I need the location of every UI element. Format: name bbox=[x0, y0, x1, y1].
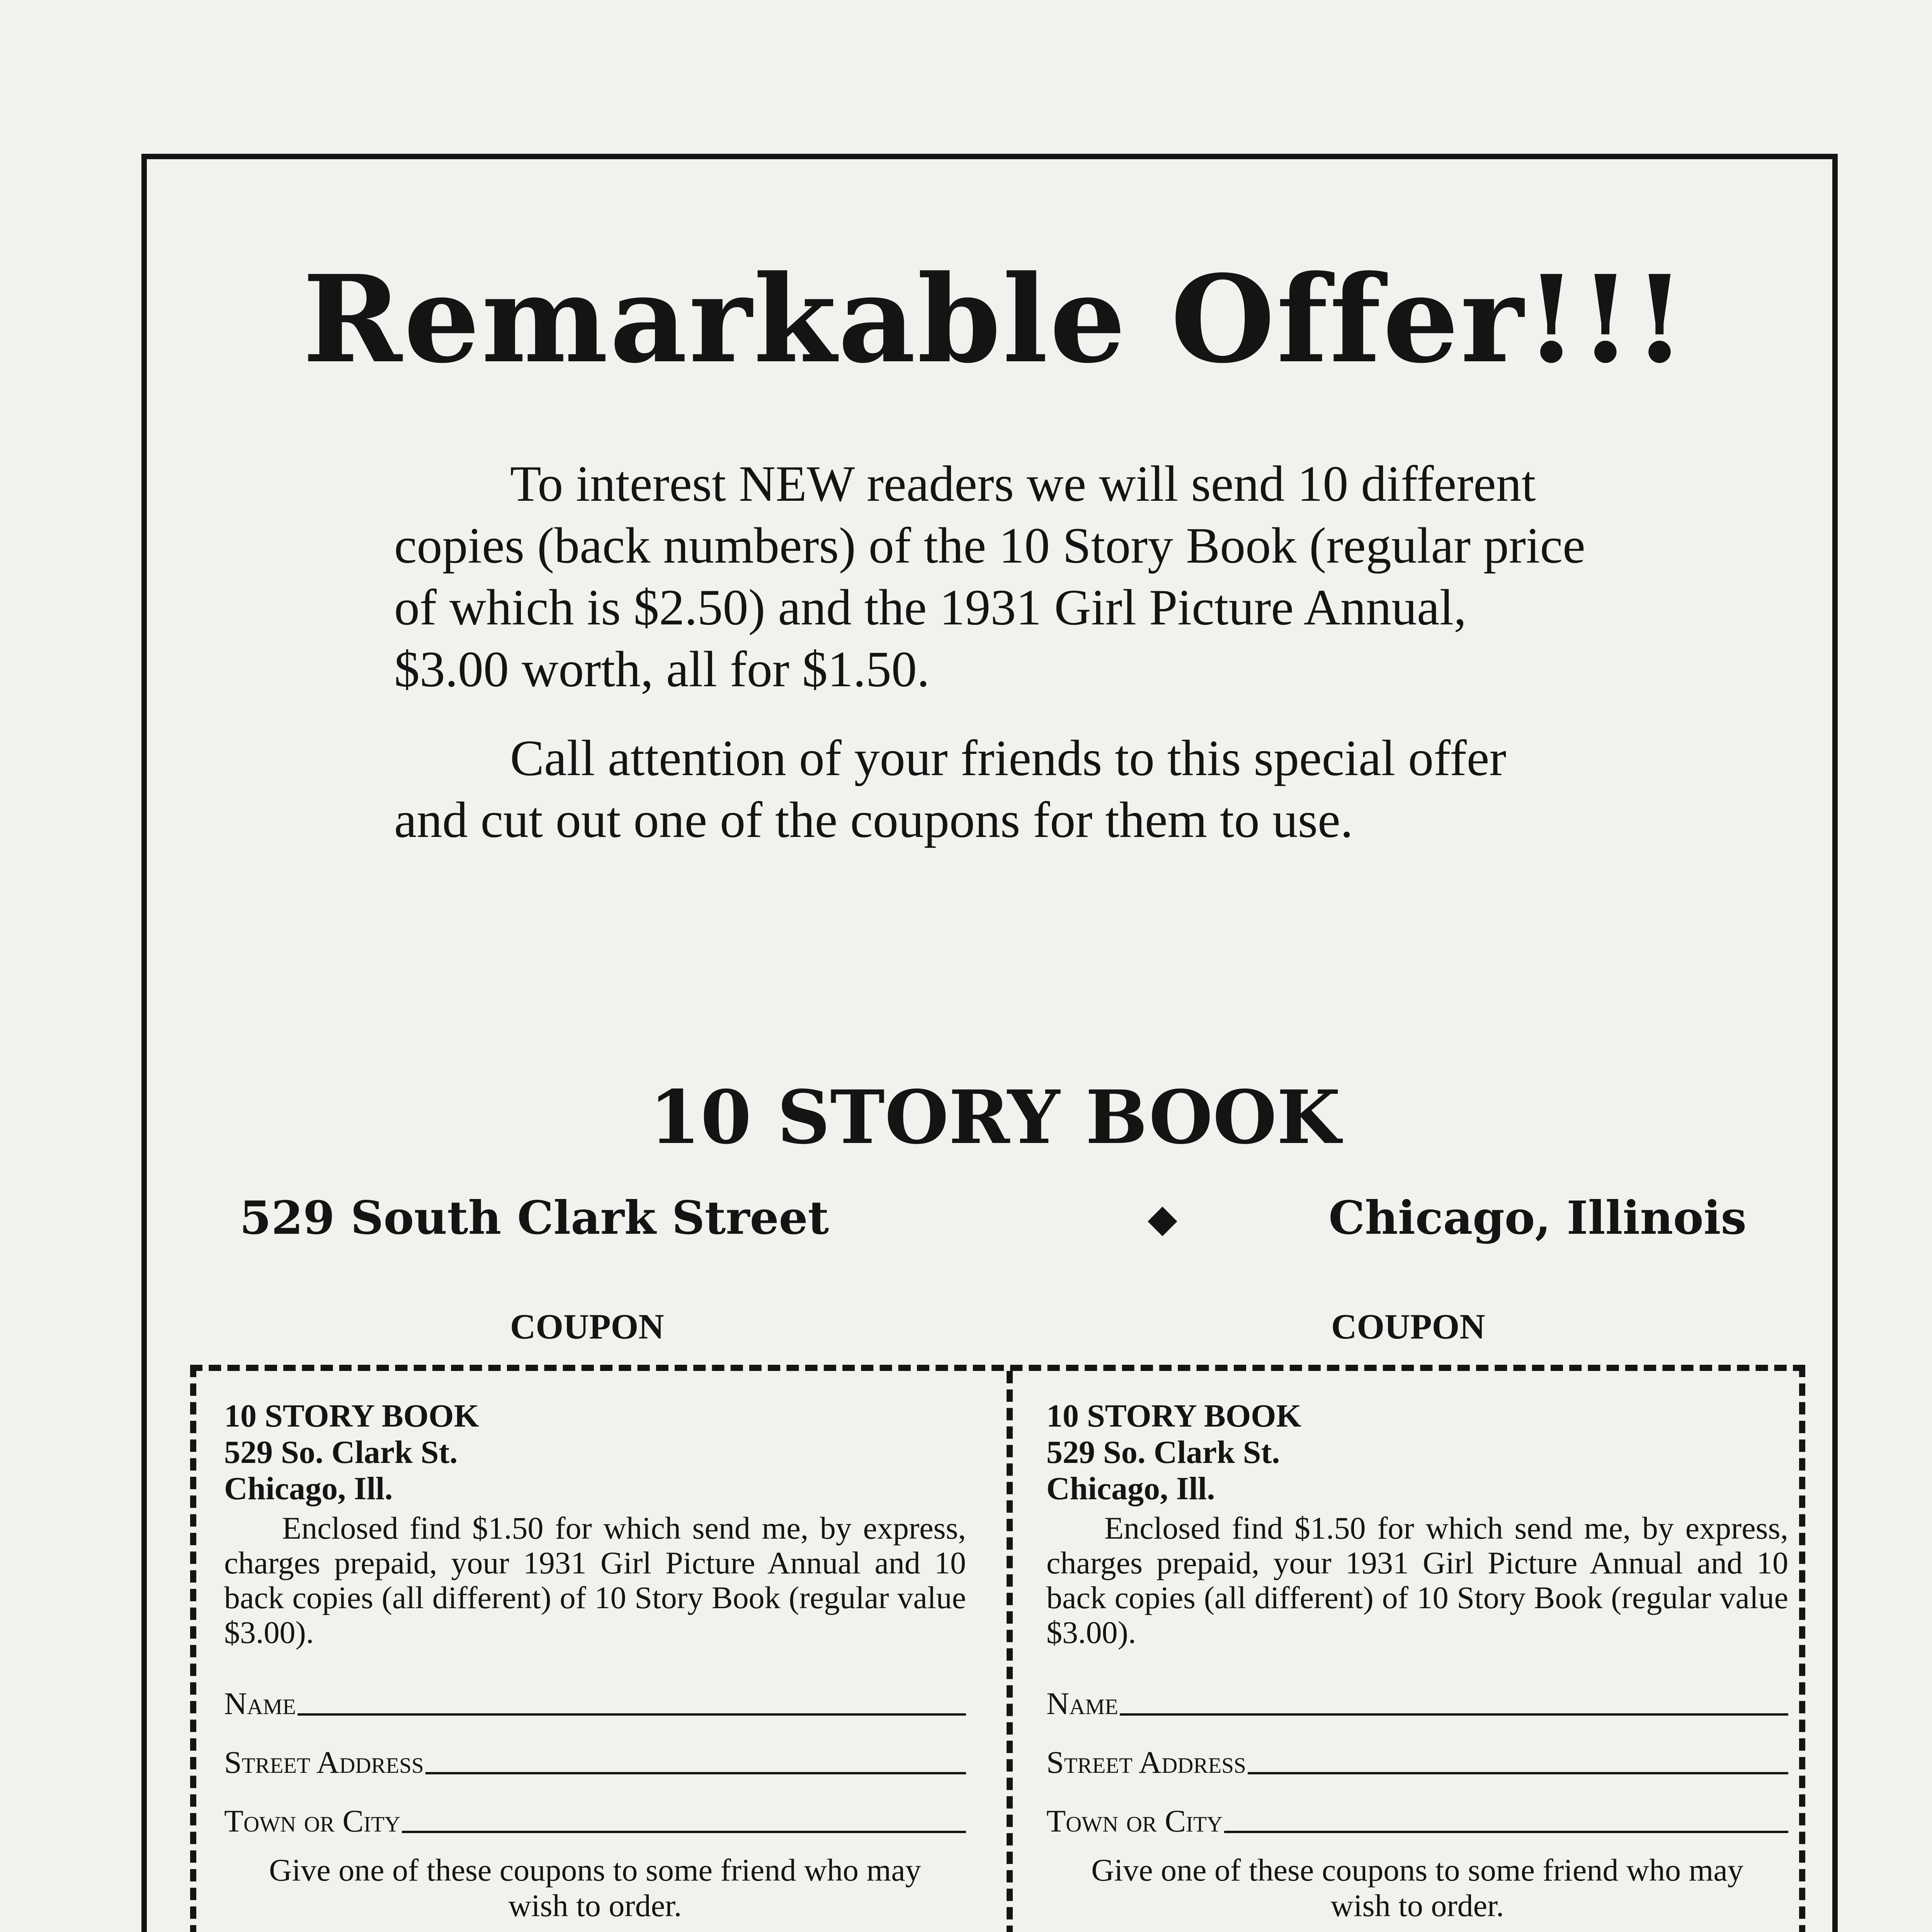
name-field-label: Name bbox=[1046, 1686, 1118, 1721]
street-address-field-label: Street Address bbox=[1046, 1745, 1246, 1780]
name-field[interactable] bbox=[224, 1681, 966, 1719]
diamond-separator-icon: ◆ bbox=[1148, 1195, 1177, 1241]
intro-text bbox=[394, 453, 1592, 878]
name-field-line[interactable] bbox=[1120, 1713, 1788, 1716]
town-field[interactable] bbox=[224, 1798, 966, 1837]
cut-line-vertical bbox=[1007, 1371, 1013, 1932]
street-address-field-label: Street Address bbox=[224, 1745, 424, 1780]
name-field-label: Name bbox=[224, 1686, 296, 1721]
coupon-city: Chicago, Ill. bbox=[224, 1471, 393, 1507]
coupon-label-left: COUPON bbox=[510, 1307, 664, 1346]
coupon-footer: Give one of these coupons to some friend who may wish to order. bbox=[269, 1852, 921, 1923]
coupon-1 bbox=[224, 1398, 966, 1932]
intro-paragraph: To interest NEW readers we will send 10 different copies (back numbers) of the 10 Story Book (regular price of which is $2.50) and the 1931 Girl Picture Annual, $3.00 worth, all for $1.50. bbox=[394, 455, 1585, 697]
coupon-grid bbox=[190, 1365, 1805, 1932]
publisher-name: 10 STORY BOOK bbox=[649, 1074, 1341, 1160]
street-address-field-line[interactable] bbox=[1248, 1772, 1788, 1774]
coupon-publisher: 10 STORY BOOK bbox=[224, 1398, 479, 1434]
coupon-publisher: 10 STORY BOOK bbox=[1046, 1398, 1301, 1434]
publisher-address bbox=[240, 1187, 1747, 1249]
publisher-city: Chicago, Illinois bbox=[1328, 1191, 1747, 1245]
street-address-field-line[interactable] bbox=[425, 1772, 966, 1774]
coupon-2 bbox=[1046, 1398, 1788, 1932]
coupon-footer: Give one of these coupons to some friend who may wish to order. bbox=[1091, 1852, 1743, 1923]
town-field-label: Town or City bbox=[224, 1803, 401, 1838]
coupon-label-right: COUPON bbox=[1331, 1307, 1485, 1346]
ad-frame bbox=[141, 154, 1838, 1932]
coupon-city: Chicago, Ill. bbox=[1046, 1471, 1215, 1507]
coupon-street: 529 So. Clark St. bbox=[1046, 1434, 1280, 1470]
name-field[interactable] bbox=[1046, 1681, 1788, 1719]
intro-paragraph: Call attention of your friends to this special offer and cut out one of the coupons for them to use. bbox=[394, 730, 1507, 848]
name-field-line[interactable] bbox=[298, 1713, 966, 1716]
coupon-body: Enclosed find $1.50 for which send me, by express, charges prepaid, your 1931 Girl Picture Annual and 10 back copies (all different) of 10 Story Book (regular value $3.00). bbox=[1046, 1510, 1788, 1650]
coupon-street: 529 So. Clark St. bbox=[224, 1434, 458, 1470]
town-field-line[interactable] bbox=[402, 1831, 966, 1833]
town-field-label: Town or City bbox=[1046, 1803, 1223, 1838]
town-field-line[interactable] bbox=[1224, 1831, 1788, 1833]
street-address-field[interactable] bbox=[224, 1740, 966, 1778]
headline: Remarkable Offer!!! bbox=[303, 249, 1687, 390]
publisher-street: 529 South Clark Street bbox=[240, 1191, 829, 1245]
coupon-body: Enclosed find $1.50 for which send me, by express, charges prepaid, your 1931 Girl Picture Annual and 10 back copies (all different) of 10 Story Book (regular value $3.00). bbox=[224, 1510, 966, 1650]
street-address-field[interactable] bbox=[1046, 1740, 1788, 1778]
town-field[interactable] bbox=[1046, 1798, 1788, 1837]
